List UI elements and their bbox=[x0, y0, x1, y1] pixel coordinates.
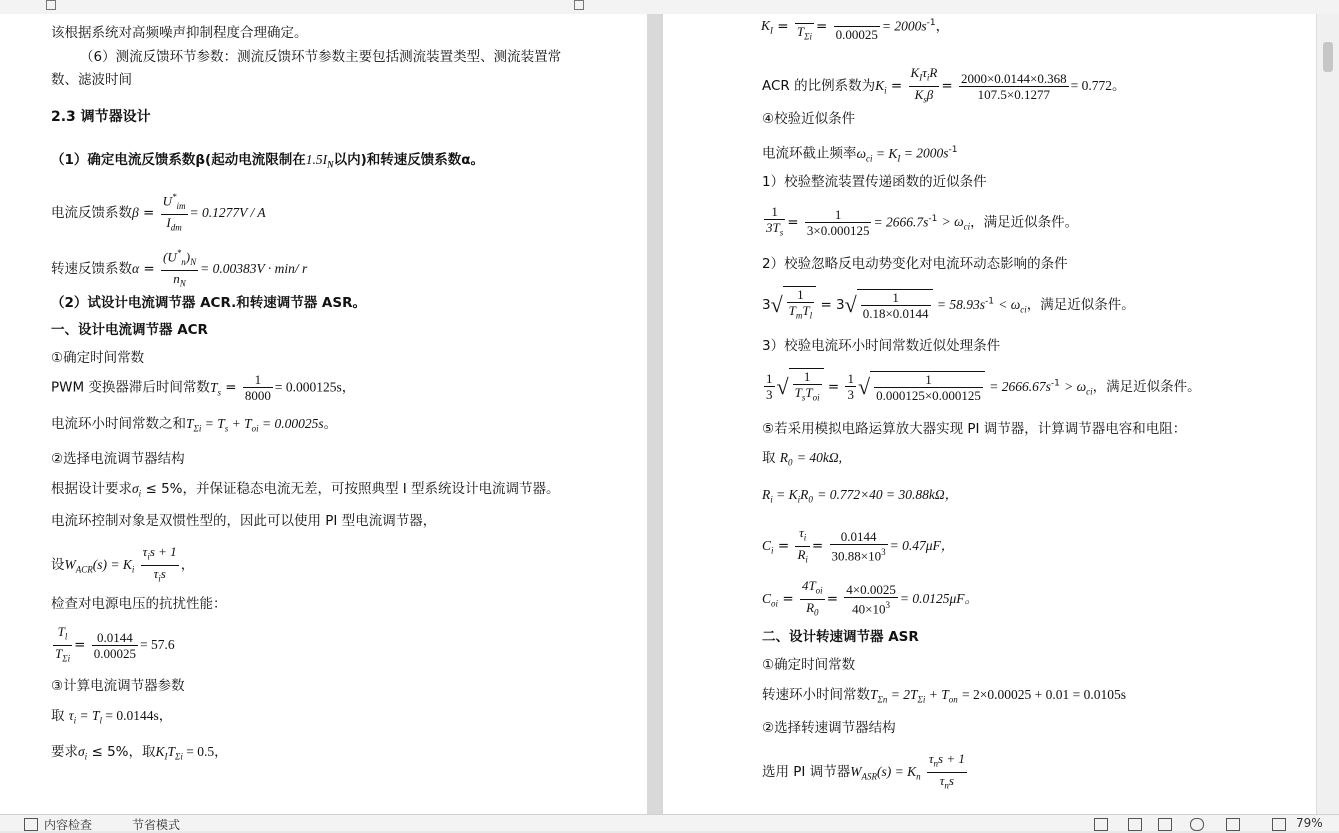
formula-wasr: 选用 PI 调节器$W_{ASR}(s) = K_n$ $\frac{\tau_ns + 1}{\tau_ns}$ bbox=[762, 751, 965, 791]
formula-ratio: $\frac{T_l}{T_{\Sigma i}}$ = $\frac{0.0144}{0.00025}$ = 57.6 bbox=[55, 624, 175, 664]
formula-ki: 要求$\sigma_i \le 5\%$，取$K_IT_{\Sigma i} = 0.5$， bbox=[51, 744, 228, 762]
section-heading: 2.3 调节器设计 bbox=[51, 109, 151, 125]
subheading: （1）确定电流反馈系数β(起动电流限制在$1.5I_N$以内)和转速反馈系数α。 bbox=[51, 152, 485, 170]
document-page-left bbox=[0, 14, 647, 814]
formula-check2: 3√ $\frac{1}{T_mT_l}$ = 3√ $\frac{1}{0.18\times 0.0144}$ = $58.93s^{-1} < \omega_{ci}$，满足近似条件。 bbox=[762, 286, 1135, 324]
text-line: 该根据系统对高频噪声抑制程度合理确定。 bbox=[51, 25, 308, 41]
formula-tau: 取 $\tau_i = T_l = 0.0144s$， bbox=[51, 708, 173, 726]
status-bar bbox=[0, 814, 1339, 831]
formula-alpha: 转速反馈系数α = $\frac{(U^*_n)_N}{n_N}$ = 0.00383V · min/ r bbox=[51, 248, 308, 289]
text-line: 根据设计要求$\sigma_i \le 5\%$，并保证稳态电流无差，可按照典型 I 型系统设计电流调节器。 bbox=[51, 481, 560, 499]
formula-check1: $\frac{1}{3T_s}$ = $\frac{1}{3\times 0.000125}$ = $2666.7s^{-1} > \omega_{ci}$，满足近似条件。 bbox=[766, 204, 1079, 238]
page-gutter bbox=[647, 14, 662, 814]
formula-sum: 电流环小时间常数之和$T_{\Sigma i} = T_s + T_{oi} = 0.00025s$。 bbox=[51, 416, 338, 434]
formula-coi: $C_{oi}$ = $\frac{4T_{oi}}{R_0}$ = $\frac{4\times 0.0025}{40\times 10^3}$ = 0.0125μF。 bbox=[762, 578, 979, 618]
text-line: ①确定时间常数 bbox=[762, 657, 856, 673]
text-line: ②选择电流调节器结构 bbox=[51, 451, 185, 467]
formula-beta: 电流反馈系数β = $\frac{U^*_{im}}{I_{dm}}$ = 0.1277V / A bbox=[51, 192, 266, 233]
top-ruler bbox=[0, 0, 1339, 15]
page-view-icon[interactable] bbox=[1094, 818, 1108, 831]
text-line: 2）校验忽略反电动势变化对电流环动态影响的条件 bbox=[762, 256, 1068, 272]
formula-acr-kp: ACR 的比例系数为$K_i$ = $\frac{K_I\tau_iR}{K_s\beta}$ = $\frac{2000\times 0.0144\times 0.368}{107.5\times 0.1277}$ = 0.772。 bbox=[762, 65, 1126, 105]
formula-wci: 电流环截止频率$\omega_{ci} = K_I = 2000s^{-1}$ bbox=[762, 145, 958, 164]
text-line: 数、滤波时间 bbox=[51, 72, 132, 88]
content-check-icon[interactable] bbox=[24, 818, 38, 831]
formula-r0: 取 $R_0 = 40k\Omega$, bbox=[762, 450, 842, 468]
formula-tn: 转速环小时间常数$T_{\Sigma n} = 2T_{\Sigma i} + T_{on} = 2\times 0.00025 + 0.01 = 0.0105s$ bbox=[762, 687, 1126, 705]
vertical-scrollbar[interactable] bbox=[1316, 14, 1339, 814]
edit-icon[interactable] bbox=[1226, 818, 1240, 831]
document-page-right bbox=[662, 14, 1317, 814]
section-heading: 一、设计电流调节器 ACR bbox=[51, 322, 208, 338]
subheading: （2）试设计电流调节器 ACR.和转速调节器 ASR。 bbox=[51, 295, 366, 311]
content-check-button[interactable]: 内容检查 bbox=[44, 818, 93, 832]
text-line: 3）校验电流环小时间常数近似处理条件 bbox=[762, 338, 1001, 354]
formula-kI: $K_I$ = $T_{\Sigma i}$ = 0.00025 = $2000s^{-1}$， bbox=[761, 14, 949, 45]
formula-pwm: PWM 变换器滞后时间常数$T_s$ = $\frac{1}{8000}$ = 0.000125s， bbox=[51, 372, 356, 403]
book-view-icon[interactable] bbox=[1158, 818, 1172, 831]
web-view-icon[interactable] bbox=[1190, 818, 1204, 831]
zoom-level[interactable]: 79% bbox=[1296, 816, 1323, 830]
text-line: ③计算电流调节器参数 bbox=[51, 678, 185, 694]
page-marker-icon bbox=[46, 0, 56, 10]
text-line: 电流环控制对象是双惯性型的，因此可以使用 PI 型电流调节器， bbox=[51, 513, 437, 529]
formula-ci: $C_i$ = $\frac{\tau_i}{R_i}$ = $\frac{0.0144}{30.88\times 10^3}$ = 0.47μF， bbox=[762, 525, 955, 565]
text-line: ②选择转速调节器结构 bbox=[762, 720, 896, 736]
page-marker-icon bbox=[574, 0, 584, 10]
outline-view-icon[interactable] bbox=[1128, 818, 1142, 831]
formula-wacr: 设$W_{ACR}(s) = K_i$ $\frac{\tau_is + 1}{\tau_is}$ ， bbox=[51, 544, 195, 584]
text-line: ④校验近似条件 bbox=[762, 111, 856, 127]
formula-check3: $\frac{1}{3}$ √ $\frac{1}{T_sT_{oi}}$ = $\frac{1}{3}$ √ $\frac{1}{0.000125\times 0.000125}$ = $2666.67s^{-1} > \omega_{ci}$，满足近似条件。 bbox=[762, 368, 1201, 406]
save-mode-button[interactable]: 节省模式 bbox=[132, 818, 181, 832]
scrollbar-thumb[interactable] bbox=[1323, 42, 1333, 72]
text-line: 1）校验整流装置传递函数的近似条件 bbox=[762, 174, 987, 190]
text-line: （6）测流反馈环节参数：测流反馈环节参数主要包括测流装置类型、测流装置常 bbox=[80, 49, 562, 65]
fit-page-icon[interactable] bbox=[1272, 818, 1286, 831]
text-line: ①确定时间常数 bbox=[51, 350, 145, 366]
text-line: 检查对电源电压的抗扰性能： bbox=[51, 596, 227, 612]
text-line: ⑤若采用模拟电路运算放大器实现 PI 调节器，计算调节器电容和电阻： bbox=[762, 421, 1187, 437]
section-heading: 二、设计转速调节器 ASR bbox=[762, 629, 919, 645]
formula-ri: $R_i = K_iR_0 = 0.772\times 40 = 30.88k\Omega$， bbox=[762, 487, 959, 505]
